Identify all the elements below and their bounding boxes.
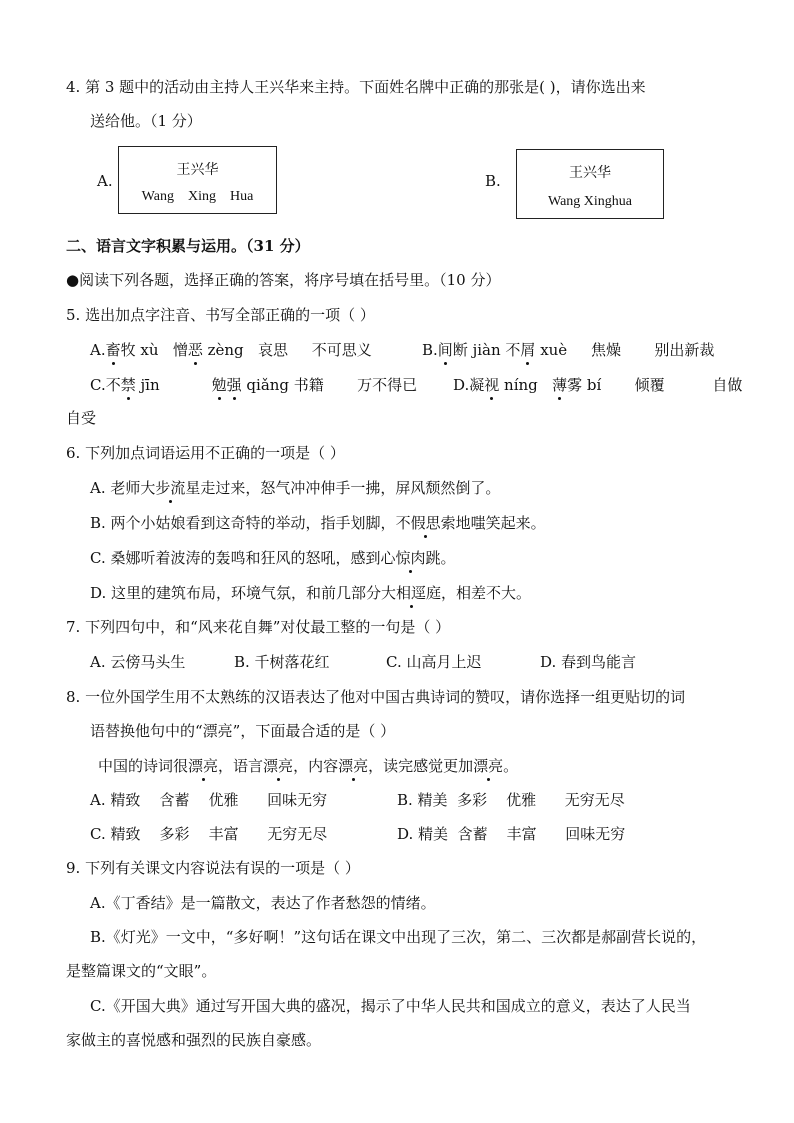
q8-line2: 语替换他句中的“漂亮”，下面最合适的是（ ） bbox=[90, 722, 396, 740]
nameplate-a bbox=[118, 146, 277, 214]
q4-line2: 送给他。（1 分） bbox=[90, 112, 202, 130]
q8-sentence: 中国的诗词很漂亮，语言漂亮，内容漂亮，读完感觉更加漂亮。 bbox=[98, 757, 519, 775]
q5-option-b: B.间断 jiàn 不屑 xuè 焦燥 别出新裁 bbox=[422, 341, 715, 359]
q9-option-b-line2: 是整篇课文的“文眼”。 bbox=[66, 962, 217, 980]
q4-line1: 4. 第 3 题中的活动由主持人王兴华来主持。下面姓名牌中正确的那张是( )，请你选出来 bbox=[66, 78, 646, 96]
q7-option-c: C. 山高月上迟 bbox=[386, 653, 482, 671]
section2-title: 二、语言文字积累与运用。（31 分） bbox=[66, 237, 310, 255]
q6-stem: 6. 下列加点词语运用不正确的一项是（ ） bbox=[66, 444, 345, 462]
q9-option-c-line1: C.《开国大典》通过写开国大典的盛况，揭示了中华人民共和国成立的意义，表达了人民当 bbox=[90, 997, 691, 1015]
q5-option-d: D.凝视 níng 薄雾 bí 倾覆 自做 bbox=[453, 376, 743, 394]
q7-option-b: B. 千树落花红 bbox=[234, 653, 330, 671]
q7-stem: 7. 下列四句中，和“风来花自舞”对仗最工整的一句是（ ） bbox=[66, 618, 451, 636]
q6-option-c: C. 桑娜听着波涛的轰鸣和狂风的怒吼，感到心惊肉跳。 bbox=[90, 549, 456, 567]
q7-option-d: D. 春到鸟能言 bbox=[540, 653, 637, 671]
q8-line1: 8. 一位外国学生用不太熟练的汉语表达了他对中国古典诗词的赞叹，请你选择一组更贴切的词 bbox=[66, 688, 686, 706]
q5-option-a: A.畜牧 xù 憎恶 zèng 哀思 不可思义 bbox=[90, 341, 372, 359]
q5-stem: 5. 选出加点字注音、书写全部正确的一项（ ） bbox=[66, 306, 375, 324]
q8-option-c: C. 精致 多彩 丰富 无穷无尽 bbox=[90, 825, 328, 843]
nameplate-b-chinese: 王兴华 bbox=[569, 165, 611, 181]
nameplate-b bbox=[516, 149, 664, 219]
q4-option-a-label: A. bbox=[97, 172, 113, 190]
section2-instruction: ●阅读下列各题，选择正确的答案，将序号填在括号里。（10 分） bbox=[66, 271, 501, 289]
q6-option-a: A. 老师大步流星走过来，怒气冲冲伸手一拂，屏风颓然倒了。 bbox=[90, 479, 501, 497]
q5-option-d-wrap: 自受 bbox=[66, 409, 97, 427]
q5-option-c: C.不禁 jīn 勉强 qiǎng 书籍 万不得已 bbox=[90, 376, 418, 394]
nameplate-a-pinyin: Wang Xing Hua bbox=[141, 189, 254, 204]
q9-option-a: A.《丁香结》是一篇散文，表达了作者愁怨的情绪。 bbox=[90, 894, 436, 912]
q9-option-c-line2: 家做主的喜悦感和强烈的民族自豪感。 bbox=[66, 1031, 322, 1049]
q6-option-b: B. 两个小姑娘看到这奇特的举动，指手划脚，不假思索地嗤笑起来。 bbox=[90, 514, 546, 532]
q7-option-a: A. 云傍马头生 bbox=[90, 653, 186, 671]
q4-option-b-label: B. bbox=[485, 172, 501, 190]
nameplate-a-chinese: 王兴华 bbox=[176, 162, 219, 178]
q6-option-d: D. 这里的建筑布局，环境气氛，和前几部分大相逕庭，相差不大。 bbox=[90, 584, 532, 602]
q9-stem: 9. 下列有关课文内容说法有误的一项是（ ） bbox=[66, 859, 360, 877]
q8-option-d: D. 精美 含蓄 丰富 回味无穷 bbox=[397, 825, 626, 843]
q8-option-b: B. 精美 多彩 优雅 无穷无尽 bbox=[397, 791, 625, 809]
q9-option-b-line1: B.《灯光》一文中，“多好啊！”这句话在课文中出现了三次，第二、三次都是郝副营长说的， bbox=[90, 928, 707, 946]
q8-option-a: A. 精致 含蓄 优雅 回味无穷 bbox=[90, 791, 328, 809]
nameplate-b-pinyin: Wang Xinghua bbox=[547, 194, 633, 209]
